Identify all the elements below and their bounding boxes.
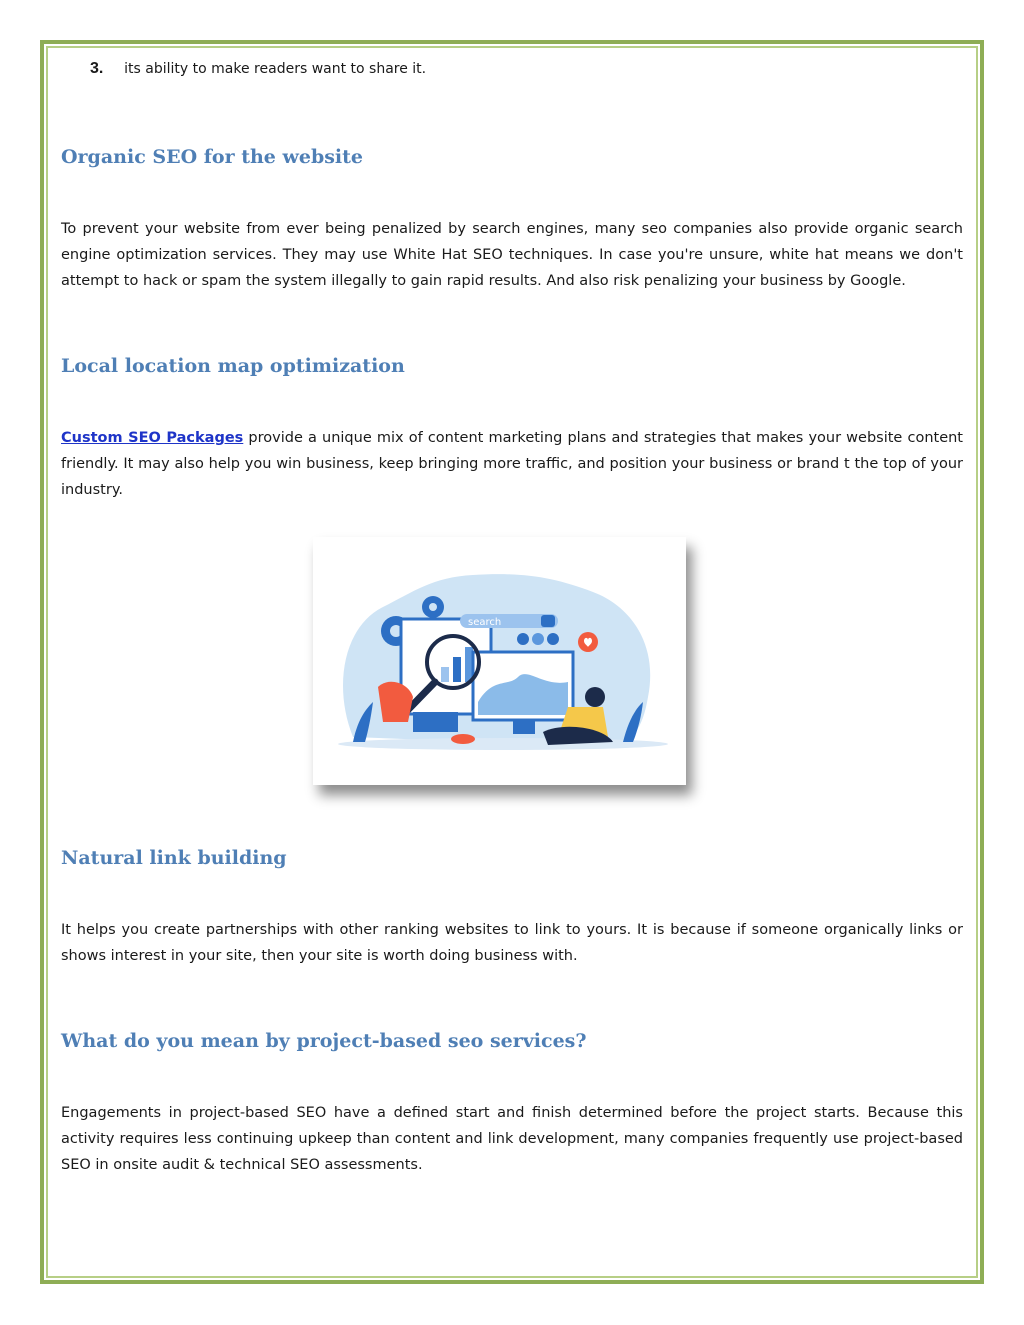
heading-natural-link: Natural link building	[61, 847, 287, 869]
paragraph-organic-seo: To prevent your website from ever being penalized by search engines, many seo companies also provide organic search engine optimization services. They may use White Hat SEO techniques. In case you're unsure, white hat means we don't attempt to hack or spam the system illegally to gain rapid results. And also risk penalizing your business by Google.	[61, 221, 963, 289]
heading-local-map: Local location map optimization	[61, 355, 405, 377]
seo-illustration	[313, 537, 686, 785]
custom-seo-packages-link[interactable]: Custom SEO Packages	[61, 430, 244, 446]
list-text: its ability to make readers want to share it.	[124, 61, 427, 77]
list-item	[90, 60, 426, 78]
heading-project-based: What do you mean by project-based seo services?	[61, 1030, 587, 1052]
paragraph-local-map-text: provide a unique mix of content marketing plans and strategies that makes your website content friendly. It may also help you win business, keep bringing more traffic, and position your business or brand t the top of your industry.	[61, 430, 963, 498]
paragraph-natural-link: It helps you create partnerships with other ranking websites to link to yours. It is because if someone organically links or shows interest in your site, then your site is worth doing business with.	[61, 922, 963, 964]
paragraph-project-based: Engagements in project-based SEO have a defined start and finish determined before the project starts. Because this activity requires less continuing upkeep than content and link development, many companies frequently use project-based SEO in onsite audit & technical SEO assessments.	[61, 1105, 963, 1173]
heading-organic-seo: Organic SEO for the website	[61, 146, 364, 168]
list-number: 3.	[90, 60, 104, 77]
search-bar-label: search	[468, 617, 502, 628]
paragraph-local-map	[61, 425, 963, 503]
